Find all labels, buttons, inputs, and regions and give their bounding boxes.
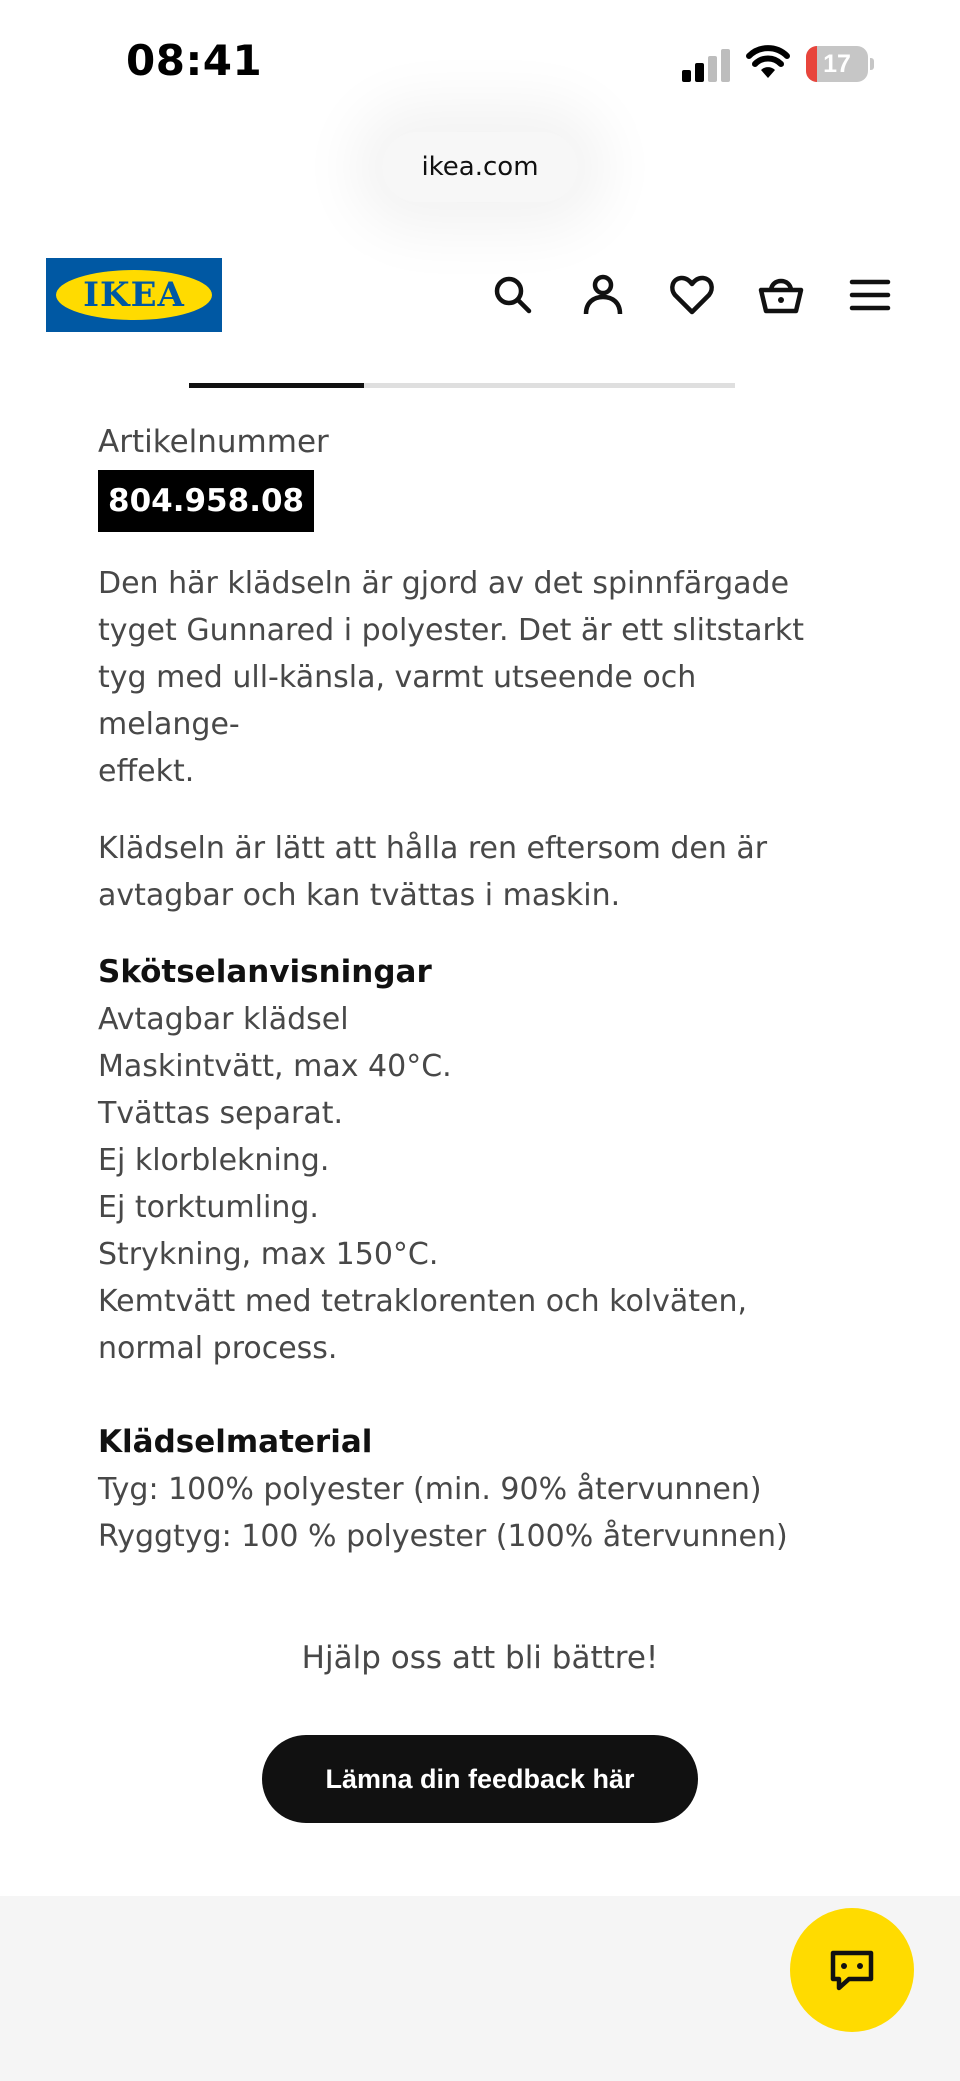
description-paragraph-1: [98, 560, 838, 795]
ikea-logo[interactable]: [46, 258, 222, 332]
product-details: [98, 418, 838, 1560]
basket-icon[interactable]: [758, 272, 804, 318]
description-line: tyg med ull-känsla, varmt utseende och melange-: [98, 660, 697, 742]
care-line: Tvättas separat.: [98, 1096, 344, 1131]
description-line: tyget Gunnared i polyester. Det är ett slitstarkt: [98, 613, 804, 648]
care-line: normal process.: [98, 1331, 338, 1366]
logo-text: IKEA: [83, 275, 185, 315]
chat-icon: [827, 1945, 877, 1995]
description-line: avtagbar och kan tvättas i maskin.: [98, 878, 621, 913]
description-paragraph-2: [98, 825, 838, 919]
site-header: [0, 250, 960, 340]
care-line: Ej klorblekning.: [98, 1143, 330, 1178]
description-line: Den här klädseln är gjord av det spinnfärgade: [98, 566, 790, 601]
article-number-label: Artikelnummer: [98, 424, 329, 460]
heart-icon[interactable]: [669, 272, 715, 318]
care-line: Maskintvätt, max 40°C.: [98, 1049, 452, 1084]
search-icon[interactable]: [490, 272, 536, 318]
care-line: Ej torktumling.: [98, 1190, 319, 1225]
material-line: Tyg: 100% polyester (min. 90% återvunnen): [98, 1472, 762, 1507]
status-bar: [0, 0, 960, 120]
article-number: 804.958.08: [98, 470, 314, 532]
status-time: 08:41: [126, 36, 263, 85]
material-line: Ryggtyg: 100 % polyester (100% återvunnen): [98, 1519, 788, 1554]
material-heading: Klädselmaterial: [98, 1424, 373, 1460]
feedback-prompt: Hjälp oss att bli bättre!: [301, 1640, 659, 1676]
gallery-progress: [189, 383, 735, 388]
description-line: effekt.: [98, 754, 195, 789]
description-line: Klädseln är lätt att hålla ren eftersom den är: [98, 831, 768, 866]
care-line: Avtagbar klädsel: [98, 1002, 349, 1037]
care-heading: Skötselanvisningar: [98, 954, 432, 990]
care-line: Kemtvätt med tetraklorenten och kolväten,: [98, 1284, 748, 1319]
chat-button[interactable]: [790, 1908, 914, 2032]
battery-icon: [806, 46, 872, 84]
gallery-progress-fill: [189, 383, 364, 388]
url-text: ikea.com: [421, 152, 539, 182]
battery-level: 17: [823, 50, 851, 78]
care-line: Strykning, max 150°C.: [98, 1237, 439, 1272]
wifi-icon: [746, 44, 790, 80]
cellular-signal-icon: [680, 48, 732, 82]
menu-icon[interactable]: [847, 272, 893, 318]
feedback-button[interactable]: Lämna din feedback här: [262, 1735, 698, 1823]
account-icon[interactable]: [580, 272, 626, 318]
url-bar[interactable]: [382, 132, 578, 202]
